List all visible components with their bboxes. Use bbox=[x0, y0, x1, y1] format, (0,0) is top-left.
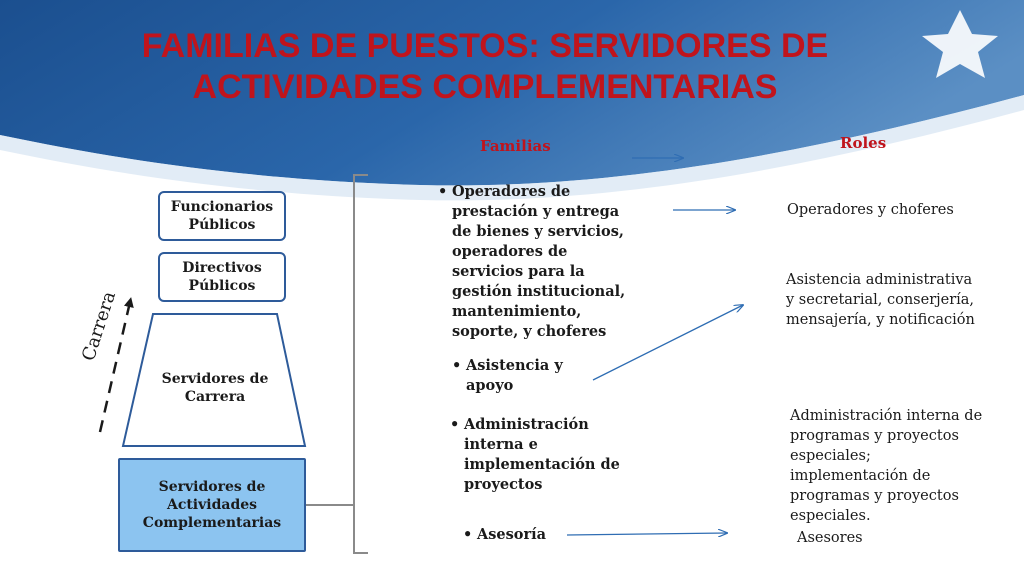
familia-line: implementación de bbox=[464, 456, 620, 473]
rol-line: y secretarial, conserjería, bbox=[786, 292, 975, 308]
rol-line: Asistencia administrativa bbox=[786, 272, 973, 288]
rol-line: mensajería, y notificación bbox=[786, 312, 975, 328]
familia-item-asesoria bbox=[463, 525, 547, 545]
familia-line: servicios para la bbox=[452, 263, 585, 280]
funcionarios-line-1: Funcionarios bbox=[170, 198, 274, 215]
bracket bbox=[354, 175, 368, 553]
servidores-complementarias-box bbox=[118, 458, 306, 552]
familia-line: interna e bbox=[464, 436, 538, 453]
familia-line: de bienes y servicios, bbox=[452, 223, 624, 240]
bullet: • bbox=[450, 416, 460, 433]
bullet: • bbox=[463, 526, 473, 543]
funcionarios-publicos-box bbox=[158, 191, 286, 241]
familia-line: gestión institucional, bbox=[452, 283, 626, 300]
title-line-1: FAMILIAS DE PUESTOS: SERVIDORES DE bbox=[141, 27, 829, 65]
familia-line: Operadores de bbox=[452, 183, 571, 200]
familia-line: operadores de bbox=[452, 243, 568, 260]
bullet: • bbox=[438, 183, 448, 200]
rol-line: programas y proyectos bbox=[790, 428, 959, 444]
familia-line: apoyo bbox=[466, 377, 514, 394]
rol-administracion bbox=[790, 406, 982, 526]
complementarias-line-3: Complementarias bbox=[142, 515, 282, 532]
rol-line: programas y proyectos bbox=[790, 488, 959, 504]
familia-item-asistencia bbox=[452, 356, 563, 396]
directivos-line-1: Directivos bbox=[182, 259, 262, 276]
familia-line: Asistencia y bbox=[466, 357, 563, 374]
rol-line: especiales. bbox=[790, 508, 871, 524]
familia-line: Administración bbox=[464, 416, 589, 433]
servidores-carrera-label bbox=[130, 370, 300, 406]
title-line-2: ACTIVIDADES COMPLEMENTARIAS bbox=[192, 67, 778, 106]
familia-line: prestación y entrega bbox=[452, 203, 620, 220]
rol-operadores bbox=[787, 200, 954, 220]
funcionarios-line-2: Públicos bbox=[188, 217, 256, 233]
rol-line: especiales; bbox=[790, 448, 871, 464]
familia-item-administracion bbox=[450, 415, 620, 495]
complementarias-line-2: Actividades bbox=[166, 496, 258, 513]
carrera-axis-label: Carrera bbox=[78, 288, 121, 364]
familia-item-operadores bbox=[438, 182, 626, 342]
directivos-line-2: Públicos bbox=[188, 278, 256, 294]
roles-header: Roles bbox=[840, 134, 887, 152]
familia-line: mantenimiento, bbox=[452, 303, 582, 320]
familias-header: Familias bbox=[480, 137, 551, 155]
complementarias-line-1: Servidores de bbox=[158, 478, 266, 495]
bullet: • bbox=[452, 357, 462, 374]
rol-line: Asesores bbox=[797, 530, 863, 546]
familia-line: Asesoría bbox=[477, 526, 547, 543]
carrera-line-2: Carrera bbox=[184, 389, 246, 406]
familia-line: soporte, y choferes bbox=[452, 323, 607, 340]
rol-asesores bbox=[797, 528, 863, 548]
carrera-line-1: Servidores de bbox=[161, 371, 269, 387]
rol-line: implementación de bbox=[790, 468, 931, 484]
rol-line: Operadores y choferes bbox=[787, 202, 954, 218]
rol-asistencia bbox=[786, 270, 975, 330]
directivos-publicos-box bbox=[158, 252, 286, 302]
rol-line: Administración interna de bbox=[790, 408, 983, 424]
arrow-asesoria bbox=[567, 533, 727, 535]
familia-line: proyectos bbox=[464, 476, 543, 493]
